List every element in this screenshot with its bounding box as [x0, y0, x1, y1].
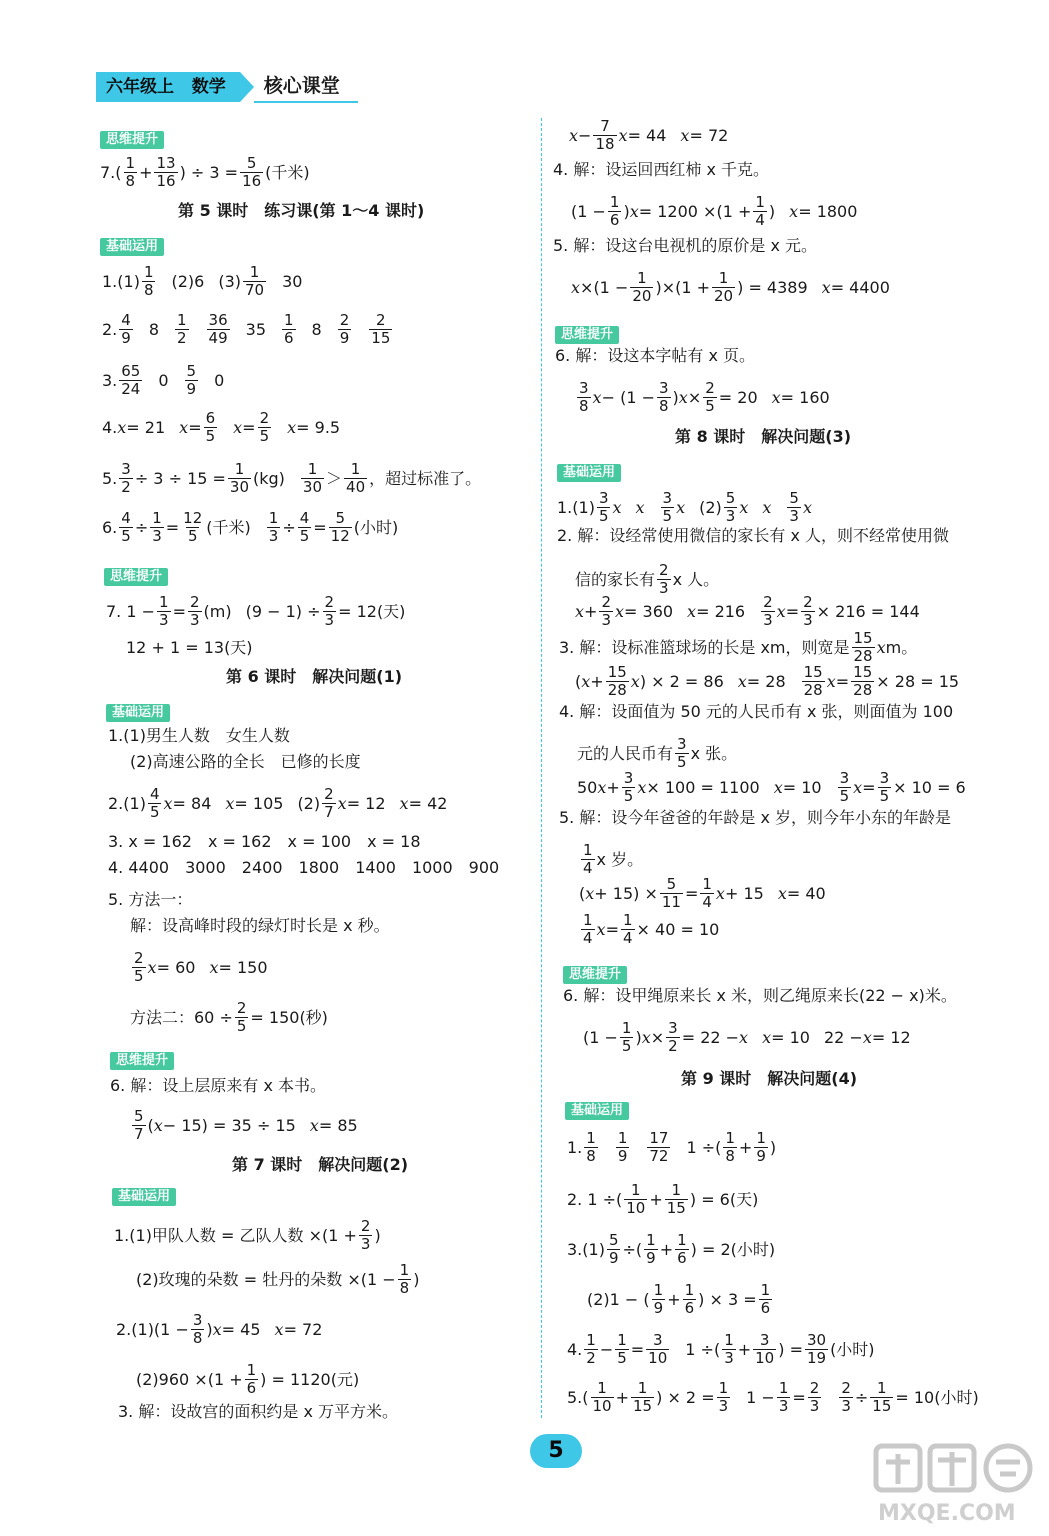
page-number: 5: [530, 1434, 582, 1468]
tag-jichu: 基础运用: [557, 464, 621, 482]
answer-l7-5b: x ×(1 − 1 20 )×(1 + 1 20 ) = 4389 x = 4400: [571, 269, 890, 305]
answer-l5-6: 6. 4 5 ÷ 1 3 = 12 5 (千米) 1 3 ÷ 4 5 = 5 12 (小时): [102, 509, 399, 545]
answer-l7-4: 4. 解：设运回西红柿 x 千克。: [553, 160, 769, 179]
tag-siwei: 思维提升: [100, 131, 164, 149]
answer-l8-2c: x + 2 3 x = 360 x = 216 2 3 x = 2 3 × 216 = 144: [575, 593, 920, 629]
answer-l8-4a: 4. 解：设面值为 50 元的人民币有 x 张，则面值为 100: [559, 702, 954, 721]
tag-jichu: 基础运用: [106, 704, 170, 722]
answer-l6-1b: (2)高速公路的全长 已修的长度: [130, 752, 361, 771]
answer-l5-4: 4. x = 21 x = 6 5 x = 2 5 x = 9.5: [102, 409, 341, 445]
answer-l5-2: 2. 4 9 8 1 2 36 49 35 1 6 8 2 9 2 15: [102, 311, 391, 347]
header-arrow: [240, 72, 254, 102]
answer-l5-1: 1.(1) 1 8 (2)6 (3) 1 70 30: [102, 263, 303, 299]
answer-l9-3a: 3.(1) 5 9 ÷( 1 9 + 1 6 ) = 2 (小时): [567, 1231, 776, 1267]
answer-l6-4: 4. 4400 3000 2400 1800 1400 1000 900: [108, 858, 500, 877]
tag-siwei: 思维提升: [104, 568, 168, 586]
tag-siwei: 思维提升: [110, 1052, 174, 1070]
answer-l6-5b: 解：设高峰时段的绿灯时长是 x 秒。: [130, 916, 390, 935]
answer-l7-3b: x − 7 18 x = 44 x = 72: [569, 117, 729, 153]
answer-l7-5: 5. 解：设这台电视机的原价是 x 元。: [553, 236, 817, 255]
answer-l8-5b: 1 4 x 岁。: [583, 841, 644, 877]
answer-l6-6b: 5 7 ( x − 15) = 35 ÷ 15 x = 85: [134, 1107, 358, 1143]
answer-l6-6: 6. 解：设上层原来有 x 本书。: [110, 1076, 326, 1095]
answer-l6-5c: 2 5 x = 60 x = 150: [134, 949, 268, 985]
answer-l9-5: 5.( 1 10 + 1 15 ) × 2 = 1 3 1 − 1 3 = 2 3 2 3 ÷ 1 15 = 10 (小时): [567, 1379, 979, 1415]
answer-l9-1: 1. 1 8 1 9 17 72 1 ÷( 1 8 + 1 9 ): [567, 1129, 777, 1165]
answer-l8-6b: (1 − 1 5 ) x × 3 2 = 22 − x x = 10 22 − x = 12: [583, 1019, 911, 1055]
answer-l8-2a: 2. 解：设经常使用微信的家长有 x 人，则不经常使用微: [557, 526, 949, 545]
answer-l8-3: 3. 解：设标准篮球场的长是 xm，则宽是 15 28 x m。: [559, 629, 918, 665]
answer-l8-5c: ( x + 15) × 5 11 = 1 4 x + 15 x = 40: [579, 875, 826, 911]
tag-jichu: 基础运用: [565, 1102, 629, 1120]
answer-l9-4: 4. 1 2 − 1 5 = 3 10 1 ÷( 1 3 + 3 10 ) = 30 19 (小时): [567, 1331, 875, 1367]
answer-l8-4c: 50 x + 3 5 x × 100 = 1100 x = 10 3 5 x = 3 5 × 10 = 6: [577, 769, 966, 805]
tag-jichu: 基础运用: [100, 238, 164, 256]
column-divider: [541, 118, 542, 1418]
answer-l6-5: 5. 方法一：: [108, 890, 193, 909]
answer-l8-5a: 5. 解：设今年爸爸的年龄是 x 岁，则今年小东的年龄是: [559, 808, 951, 827]
lesson-9-title: 第 9 课时 解决问题(4): [681, 1069, 858, 1088]
lesson-8-title: 第 8 课时 解决问题(3): [675, 427, 852, 446]
watermark-logo: [870, 1440, 1040, 1526]
answer-l6-1a: 1.(1)男生人数 女生人数: [108, 726, 290, 745]
header-series-title: 核心课堂: [254, 71, 358, 103]
answer-l6-5d: 方法二：60 ÷ $\frac{2}{5}$ = 150 (秒): [130, 999, 328, 1035]
answer-l9-2: 2. 1 ÷( 1 10 + 1 15 ) = 6 (天): [567, 1181, 759, 1217]
answer-l6-3: 3. x = 162 x = 162 x = 100 x = 18: [108, 832, 421, 851]
answer-l7-4b: (1 − 1 6 ) x = 1200 ×(1 + 1 4 ) x = 1800: [571, 193, 858, 229]
lesson-7-title: 第 7 课时 解决问题(2): [232, 1155, 409, 1174]
header-grade-subject: 六年级上 数学: [96, 72, 240, 102]
lesson-5-title: 第 5 课时 练习课(第 1～4 课时): [178, 201, 425, 220]
answer-l7-6b: 3 8 x − (1 − 3 8 ) x × 2 5 = 20 x = 160: [579, 379, 830, 415]
answer-l7-2a: 2.(1)(1 − 3 8 ) x = 45 x = 72: [116, 1311, 323, 1347]
answer-l9-3b: (2)1 − ( 1 9 + 1 6 ) × 3 = 1 6: [587, 1281, 771, 1317]
answer-l7-3: 3. 解：设故宫的面积约是 x 万平方米。: [118, 1402, 398, 1421]
answer-l8-3b: ( x + 15 28 x ) × 2 = 86 x = 28 15 28 x = 15 28 × 28 = 15: [575, 663, 960, 699]
answer-l7-6: 6. 解：设这本字帖有 x 页。: [555, 346, 755, 365]
tag-siwei: 思维提升: [555, 326, 619, 344]
answer-l8-5d: 1 4 x = 1 4 × 40 = 10: [583, 911, 720, 947]
answer-l8-1: 1.(1) 3 5 x x 3 5 x (2) 5 3 x x 5 3 x: [557, 489, 812, 525]
answer-l8-6: 6. 解：设甲绳原来长 x 米，则乙绳原来长(22 − x)米。: [563, 986, 957, 1005]
answer-7: 7.( 1 8 + 13 16 ) ÷ 3 = 5 16 (千米): [100, 154, 310, 190]
answer-l5-3: 3. 65 24 0 5 9 0: [102, 362, 225, 398]
answer-l5-7: 7. 1 − 1 3 = 2 3 (m) (9 − 1) ÷ 2 3 = 12 (天): [106, 593, 406, 629]
answer-l6-2: 2.(1) 4 5 x = 84 x = 105 (2) 2 7 x = 12 x = 42: [108, 785, 448, 821]
answer-l5-5: 5. 3 2 ÷ 3 ÷ 15 = 1 30 (kg) 1 30 ＞ 1 40 ，超过标准了。: [102, 460, 482, 496]
answer-l5-7b: 12 + 1 = 13 (天): [126, 638, 253, 657]
lesson-6-title: 第 6 课时 解决问题(1): [226, 667, 403, 686]
answer-l7-1a: 1.(1)甲队人数 = 乙队人数 ×(1 + $\frac{2}{3}$ ): [114, 1217, 381, 1253]
tag-jichu: 基础运用: [112, 1188, 176, 1206]
page-header: [96, 72, 358, 102]
answer-l8-2b: 信的家长有 2 3 x 人。: [575, 561, 720, 597]
svg-text:MXQE.COM: MXQE.COM: [878, 1501, 1016, 1526]
tag-siwei: 思维提升: [563, 966, 627, 984]
answer-l7-1b: (2)玫瑰的朵数 = 牡丹的朵数 ×(1 − $\frac{1}{8}$ ): [136, 1261, 420, 1297]
answer-l7-2b: (2)960 ×(1 + 1 6 ) = 1120 (元): [136, 1361, 360, 1397]
answer-l8-4b: 元的人民币有 3 5 x 张。: [577, 735, 738, 771]
